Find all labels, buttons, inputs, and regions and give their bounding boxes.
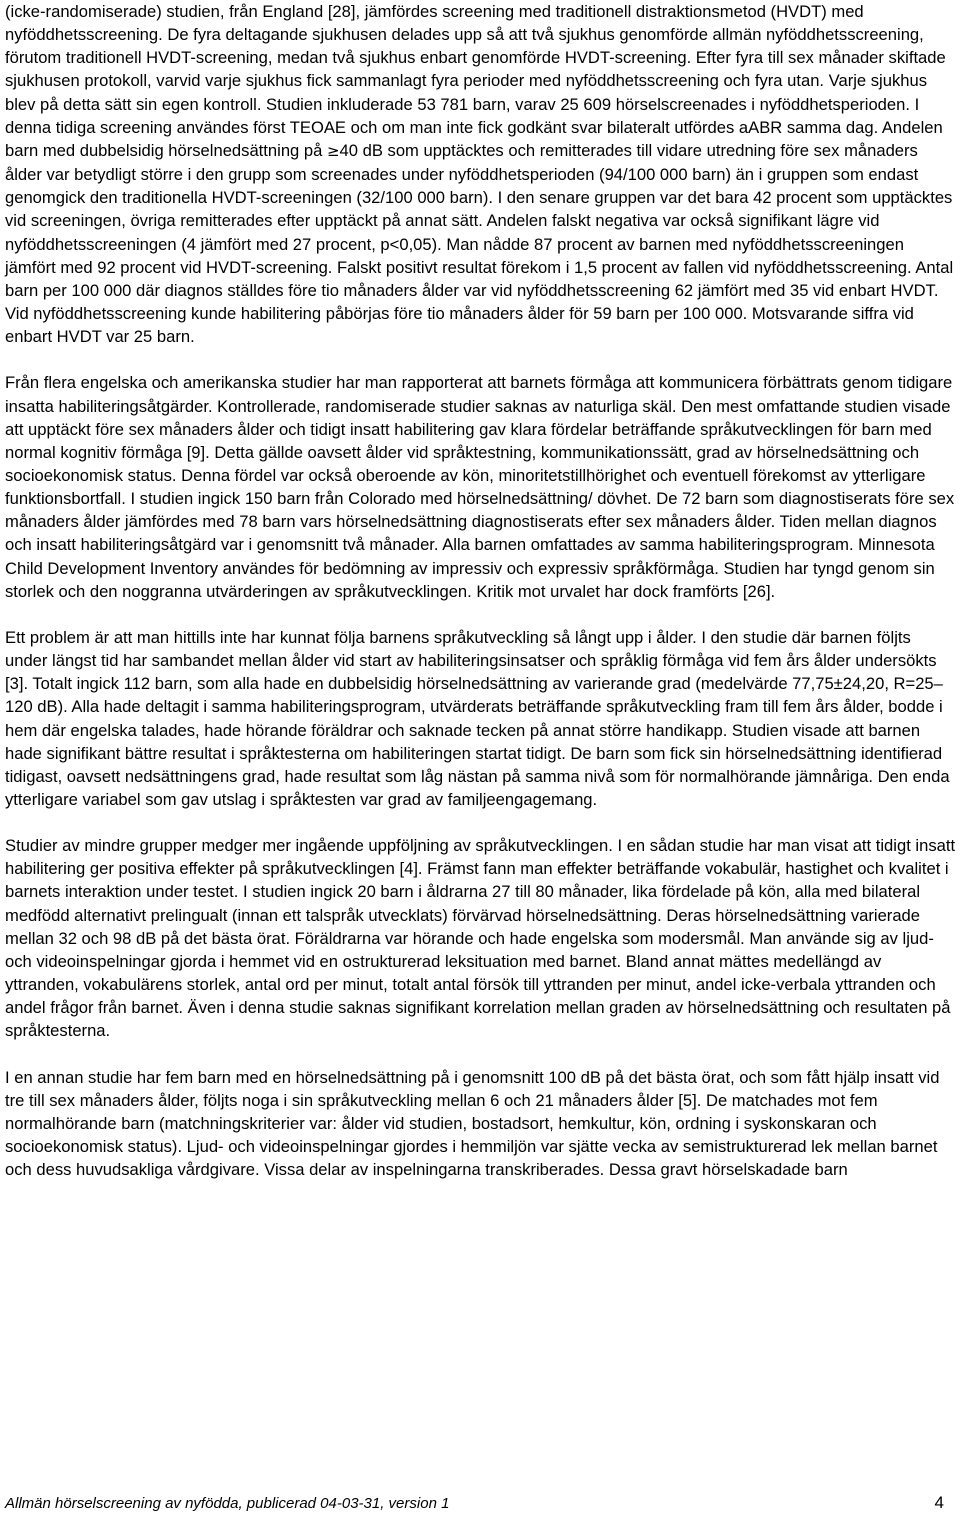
paragraph-text-continued: 40 dB som upptäcktes och remitterades till vidare utredning före sex månaders ålder var betydligt större i den grupp som screenades under nyföddhetsperioden (94/100 000 barn) än i gruppen som endast genomgick den traditionella HVDT-screeningen (32/100 000 barn). I den senare gruppen var det bara 42 procent som upptäcktes vid screeningen, övriga remitterades efter upptäckt på annat sätt. Andelen falskt negativa var också signifikant lägre vid nyföddhetsscreeningen (4 jämfört med 27 procent, p<0,05). Man nådde 87 procent av barnen med nyföddhetsscreeningen jämfört med 92 procent vid HVDT-screening. Falskt positivt resultat förekom i 1,5 procent av fallen vid nyföddhetsscreening. Antal barn per 100 000 där diagnos ställdes före tio månaders ålder var vid nyföddhetsscreening 62 jämfört med 35 vid enbart HVDT. Vid nyföddhetsscreening kunde habilitering påbörjas före tio månaders ålder för 59 barn per 100 000. Motsvarande siffra vid enbart HVDT var 25 barn. — [5, 140, 954, 347]
footer-text: Allmän hörselscreening av nyfödda, publicerad 04-03-31, version 1 — [5, 1495, 450, 1512]
paragraph: Från flera engelska och amerikanska studier har man rapporterat att barnets förmåga att kommunicera förbättrats genom tidigare insatta habiliteringsåtgärder. Kontrollerade, randomiserade studier saknas av naturliga skäl. Den mest omfattande studien visade att upptäckt före sex månaders ålder och tidigt insatt habilitering gav klara fördelar beträffande språkutvecklingen för barn med normal kognitiv förmåga [9]. Detta gällde oavsett ålder vid språktestning, kommunikationssätt, grad av hörselnedsättning och socioekonomisk status. Denna fördel var också oberoende av kön, minoritetstillhörighet och eventuell förekomst av ytterligare funktionsbortfall. I studien ingick 150 barn från Colorado med hörselnedsättning/ dövhet. De 72 barn som diagnostiserats före sex månaders ålder jämfördes med 78 barn vars hörselnedsättning diagnostiserats efter sex månaders ålder. Tiden mellan diagnos och insatt habiliteringsåtgärd var i genomsnitt två månader. Alla barnen omfattades av samma habiliteringsprogram. Minnesota Child Development Inventory användes för bedömning av impressiv och expressiv språkförmåga. Studien har tyngd genom sin storlek och den noggranna utvärderingen av språkutvecklingen. Kritik mot urvalet har dock framförts [26]. — [5, 373, 955, 601]
paragraph-text: (icke-randomiserade) studien, från England [28], jämfördes screening med traditionell distraktionsmetod (HVDT) med nyföddhetsscreening. De fyra deltagande sjukhusen delades upp så att två sjukhus genomförde allmän nyföddhetsscreening, förutom traditionell HVDT-screening, medan två sjukhus enbart genomförde HVDT-screening. Efter fyra till sex månader skiftade sjukhusen protokoll, varvid varje sjukhus fick sammanlagt fyra perioder med nyföddhetsscreening och fyra utan. Varje sjukhus blev på detta sätt sin egen kontroll. Studien inkluderade 53 781 barn, varav 25 609 hörselscreenades i nyföddhetsperioden. I denna tidiga screening användes först TEOAE och om man inte fick godkänt svar bilateralt utfördes aABR samma dag. Andelen barn med dubbelsidig hörselnedsättning på — [5, 2, 946, 160]
paragraph — [5, 0, 957, 348]
page-number: 4 — [934, 1493, 944, 1512]
paragraph: Ett problem är att man hittills inte har kunnat följa barnens språkutveckling så långt upp i ålder. I den studie där barnen följts under längst tid har sambandet mellan ålder vid start av habiliteringsinsatser och språklig förmåga vid fem års ålder undersökts [3]. Totalt ingick 112 barn, som alla hade en dubbelsidig hörselnedsättning av varierande grad (medelvärde 77,75±24,20, R=25–120 dB). Alla hade deltagit i samma habiliteringsprogram, utvärderats beträffande språkutveckling fram till fem års ålder, bodde i hem där engelska talades, hade hörande föräldrar och saknade tecken på annat större handikapp. Studien visade att barnen hade signifikant bättre resultat i språktesterna om habiliteringen startat tidigt. De barn som fick sin hörselnedsättning identifierad tidigast, oavsett nedsättningens grad, hade resultat som låg nästan på samma nivå som för normalhörande jämnåriga. Den enda ytterligare variabel som gav utslag i språktesten var grad av familjeengagemang. — [5, 627, 950, 809]
document-body — [5, 0, 957, 1181]
page-footer — [5, 1493, 944, 1515]
paragraph: Studier av mindre grupper medger mer ingående uppföljning av språkutvecklingen. I en sådan studie har man visat att tidigt insatt habilitering ger positiva effekter på språkutvecklingen [4]. Främst fann man effekter beträffande vokabulär, hastighet och kvalitet i barnets interaktion under testet. I studien ingick 20 barn i åldrarna 27 till 80 månader, lika fördelade på kön, alla med bilateral medfödd alternativt prelingualt (innan ett talspråk utvecklats) förvärvad hörselnedsättning. Deras hörselnedsättning varierade mellan 32 och 98 dB på det bästa örat. Föräldrarna var hörande och hade engelska som modersmål. Man använde sig av ljud- och videoinspelningar gjorda i hemmet vid en ostrukturerad leksituation med barnet. Bland annat mättes medellängd av yttranden, vokabulärens storlek, antal ord per minut, totalt antal försök till yttranden per minut, andel icke-verbala yttranden och andel frågor från barnet. Även i denna studie saknas signifikant korrelation mellan graden av hörselnedsättning och resultaten på språktesterna. — [5, 836, 956, 1041]
paragraph: I en annan studie har fem barn med en hörselnedsättning på i genomsnitt 100 dB på det bästa örat, och som fått hjälp insatt vid tre till sex månaders ålder, följts noga i sin språkutveckling mellan 6 och 21 månaders ålder [5]. De matchades mot fem normalhörande barn (matchningskriterier var: ålder vid studien, bostadsort, hemkultur, kön, ordning i syskonskaran och socioekonomisk status). Ljud- och videoinspelningar gjordes i hemmiljön var sjätte vecka av semistrukturerad lek mellan barnet och dess huvudsakliga vårdgivare. Vissa delar av inspelningarna transkriberades. Dessa gravt hörselskadade barn — [5, 1067, 940, 1180]
greater-equal-symbol: ≥ — [326, 141, 340, 160]
